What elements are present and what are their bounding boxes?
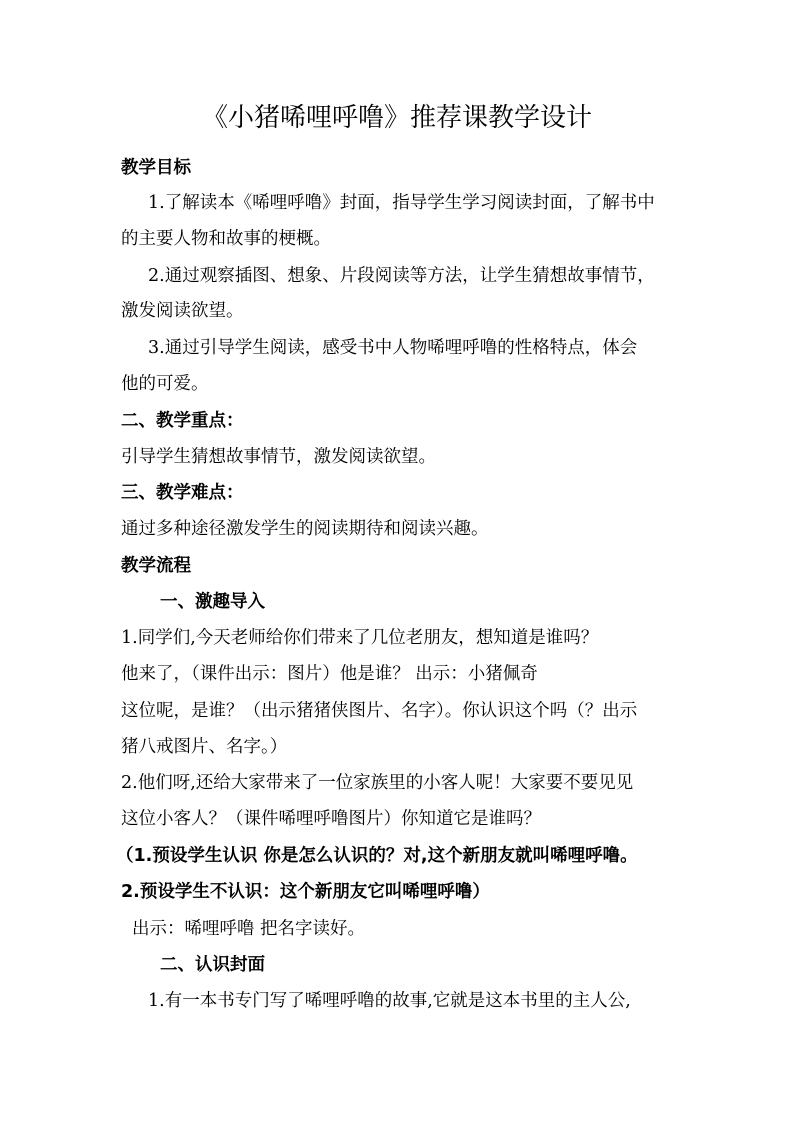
step2-heading: 二、认识封面 <box>160 955 265 975</box>
step1-paragraph-1: 1.同学们,今天老师给你们带来了几位老朋友，想知道是谁吗？ <box>121 628 599 648</box>
objective-2-line-2: 激发阅读欲望。 <box>121 301 244 321</box>
step1-paragraph-4-line-2: 这位小客人？（课件唏哩呼噜图片）你知道它是谁吗？ <box>121 809 541 829</box>
key-points-text: 引导学生猜想故事情节，激发阅读欲望。 <box>121 447 436 467</box>
step1-paragraph-3-line-1: 这位呢，是谁？（出示猪猪侠图片、名字）。你认识这个吗（？出示 <box>121 701 638 721</box>
step1-heading: 一、激趣导入 <box>160 592 265 612</box>
objective-1-line-1: 1.了解读本《唏哩呼噜》封面，指导学生学习阅读封面，了解书中 <box>148 193 655 213</box>
step1-paragraph-2: 他来了，（课件出示：图片）他是谁？ 出示：小猪佩奇 <box>121 664 538 684</box>
difficulty-heading: 三、教学难点： <box>121 483 244 503</box>
step2-paragraph-1: 1.有一本书专门写了唏哩呼噜的故事,它就是这本书里的主人公, <box>148 991 631 1011</box>
process-heading: 教学流程 <box>121 556 191 576</box>
step1-preset-1: （1.预设学生认识 你是怎么认识的？对,这个新朋友就叫唏哩呼噜。 <box>116 846 638 866</box>
objectives-heading: 教学目标 <box>121 158 191 178</box>
step1-preset-2: 2.预设学生不认识：这个新朋友它叫唏哩呼噜） <box>121 882 490 902</box>
step1-show-name: 出示：唏哩呼噜 把名字读好。 <box>132 919 366 939</box>
objective-2-line-1: 2.通过观察插图、想象、片段阅读等方法，让学生猜想故事情节， <box>148 266 655 286</box>
difficulty-text: 通过多种途径激发学生的阅读期待和阅读兴趣。 <box>121 519 489 539</box>
page-title: 《小猪唏哩呼噜》推荐课教学设计 <box>201 103 592 133</box>
objective-1-line-2: 的主要人物和故事的梗概。 <box>121 229 331 249</box>
objective-3-line-1: 3.通过引导学生阅读，感受书中人物唏哩呼噜的性格特点，体会 <box>148 338 638 358</box>
step1-paragraph-3-line-2: 猪八戒图片、名字。） <box>121 737 288 757</box>
objective-3-line-2: 他的可爱。 <box>121 374 209 394</box>
step1-paragraph-4-line-1: 2.他们呀,还给大家带来了一位家族里的小客人呢！大家要不要见见 <box>121 773 634 793</box>
key-points-heading: 二、教学重点： <box>121 411 244 431</box>
